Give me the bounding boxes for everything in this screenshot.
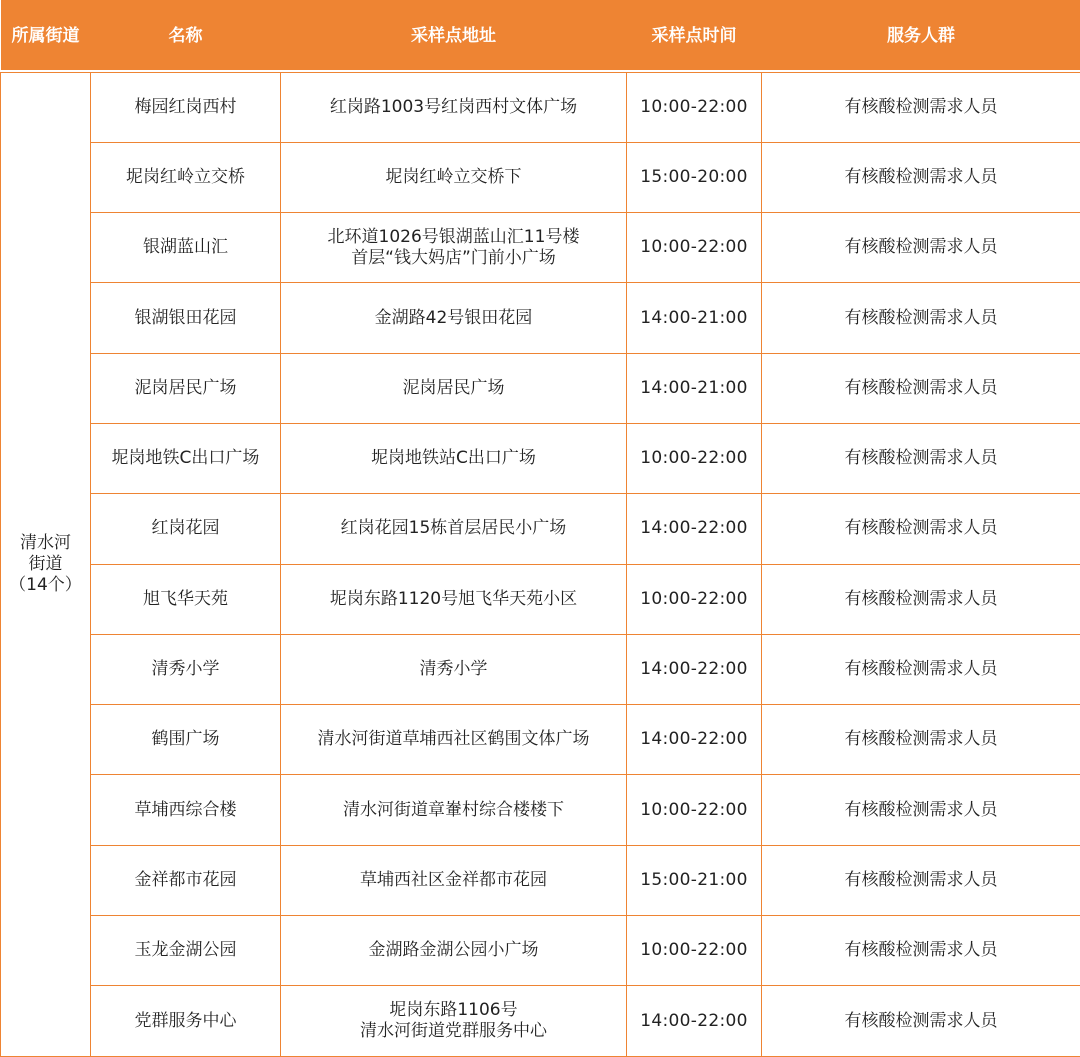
site-name-cell: 银湖银田花园 <box>91 283 281 353</box>
site-address-cell <box>281 775 627 845</box>
table-row <box>1 916 1080 986</box>
site-address-cell <box>281 423 627 493</box>
site-name-cell: 坭岗地铁C出口广场 <box>91 423 281 493</box>
service-group-cell: 有核酸检测需求人员 <box>762 423 1080 493</box>
site-address-cell <box>281 986 627 1056</box>
district-text-line2: 街道 <box>5 554 86 575</box>
service-group-cell: 有核酸检测需求人员 <box>762 986 1080 1056</box>
site-name-cell: 坭岗红岭立交桥 <box>91 142 281 212</box>
site-address-line: 清水河街道党群服务中心 <box>285 1021 622 1042</box>
site-name-cell: 梅园红岗西村 <box>91 72 281 142</box>
service-group-cell: 有核酸检测需求人员 <box>762 142 1080 212</box>
site-address-line: 金湖路42号银田花园 <box>285 308 622 329</box>
site-time-cell: 14:00-22:00 <box>627 634 762 704</box>
service-group-cell: 有核酸检测需求人员 <box>762 564 1080 634</box>
table-row <box>1 775 1080 845</box>
site-address-line: 泥岗居民广场 <box>285 378 622 399</box>
header-address: 采样点地址 <box>281 0 627 70</box>
site-time-cell: 10:00-22:00 <box>627 423 762 493</box>
site-name-cell: 金祥都市花园 <box>91 845 281 915</box>
table-row <box>1 705 1080 775</box>
table-row <box>1 494 1080 564</box>
site-address-line: 北环道1026号银湖蓝山汇11号楼 <box>285 227 622 248</box>
service-group-cell: 有核酸检测需求人员 <box>762 845 1080 915</box>
site-address-line: 坭岗东路1120号旭飞华天苑小区 <box>285 589 622 610</box>
table-row <box>1 72 1080 142</box>
site-address-cell <box>281 564 627 634</box>
service-group-cell: 有核酸检测需求人员 <box>762 283 1080 353</box>
service-group-cell: 有核酸检测需求人员 <box>762 353 1080 423</box>
site-address-line: 首层“钱大妈店”门前小广场 <box>285 248 622 269</box>
site-name-cell: 玉龙金湖公园 <box>91 916 281 986</box>
table-row <box>1 283 1080 353</box>
table-row <box>1 142 1080 212</box>
site-time-cell: 10:00-22:00 <box>627 213 762 283</box>
site-time-cell: 10:00-22:00 <box>627 564 762 634</box>
table-row <box>1 634 1080 704</box>
site-name-cell: 草埔西综合楼 <box>91 775 281 845</box>
service-group-cell: 有核酸检测需求人员 <box>762 72 1080 142</box>
table-row <box>1 213 1080 283</box>
site-name-cell: 鹤围广场 <box>91 705 281 775</box>
header-district: 所属街道 <box>1 0 91 70</box>
table-row <box>1 845 1080 915</box>
site-name-cell: 银湖蓝山汇 <box>91 213 281 283</box>
site-address-line: 清秀小学 <box>285 659 622 680</box>
site-time-cell: 14:00-21:00 <box>627 353 762 423</box>
site-address-cell <box>281 283 627 353</box>
site-address-line: 清水河街道草埔西社区鹤围文体广场 <box>285 729 622 750</box>
site-time-cell: 10:00-22:00 <box>627 916 762 986</box>
table-header-row <box>1 0 1080 72</box>
service-group-cell: 有核酸检测需求人员 <box>762 213 1080 283</box>
district-cell <box>1 72 91 1056</box>
site-name-cell: 旭飞华天苑 <box>91 564 281 634</box>
site-address-line: 坭岗地铁站C出口广场 <box>285 448 622 469</box>
site-address-line: 草埔西社区金祥都市花园 <box>285 870 622 891</box>
service-group-cell: 有核酸检测需求人员 <box>762 775 1080 845</box>
site-time-cell: 10:00-22:00 <box>627 775 762 845</box>
site-name-cell: 清秀小学 <box>91 634 281 704</box>
site-address-cell <box>281 494 627 564</box>
table-row <box>1 423 1080 493</box>
site-address-line: 金湖路金湖公园小广场 <box>285 940 622 961</box>
table-row <box>1 986 1080 1056</box>
district-text-line1: 清水河 <box>5 533 86 554</box>
site-address-line: 红岗路1003号红岗西村文体广场 <box>285 97 622 118</box>
site-address-cell <box>281 353 627 423</box>
header-name: 名称 <box>91 0 281 70</box>
site-time-cell: 14:00-21:00 <box>627 283 762 353</box>
site-address-cell <box>281 916 627 986</box>
table-row <box>1 564 1080 634</box>
district-text-line3: （14个） <box>5 575 86 596</box>
site-address-line: 清水河街道章輋村综合楼楼下 <box>285 800 622 821</box>
site-address-cell <box>281 705 627 775</box>
site-time-cell: 15:00-21:00 <box>627 845 762 915</box>
site-time-cell: 15:00-20:00 <box>627 142 762 212</box>
site-address-cell <box>281 845 627 915</box>
site-address-line: 红岗花园15栋首层居民小广场 <box>285 518 622 539</box>
site-time-cell: 14:00-22:00 <box>627 986 762 1056</box>
site-time-cell: 14:00-22:00 <box>627 705 762 775</box>
site-address-cell <box>281 142 627 212</box>
service-group-cell: 有核酸检测需求人员 <box>762 634 1080 704</box>
site-name-cell: 党群服务中心 <box>91 986 281 1056</box>
table-row <box>1 353 1080 423</box>
site-name-cell: 泥岗居民广场 <box>91 353 281 423</box>
site-address-cell <box>281 72 627 142</box>
site-address-cell <box>281 213 627 283</box>
header-group: 服务人群 <box>762 0 1080 70</box>
service-group-cell: 有核酸检测需求人员 <box>762 494 1080 564</box>
service-group-cell: 有核酸检测需求人员 <box>762 916 1080 986</box>
site-name-cell: 红岗花园 <box>91 494 281 564</box>
site-time-cell: 10:00-22:00 <box>627 72 762 142</box>
site-address-line: 坭岗红岭立交桥下 <box>285 167 622 188</box>
site-address-cell <box>281 634 627 704</box>
service-group-cell: 有核酸检测需求人员 <box>762 705 1080 775</box>
header-time: 采样点时间 <box>627 0 762 70</box>
site-address-line: 坭岗东路1106号 <box>285 1000 622 1021</box>
site-time-cell: 14:00-22:00 <box>627 494 762 564</box>
